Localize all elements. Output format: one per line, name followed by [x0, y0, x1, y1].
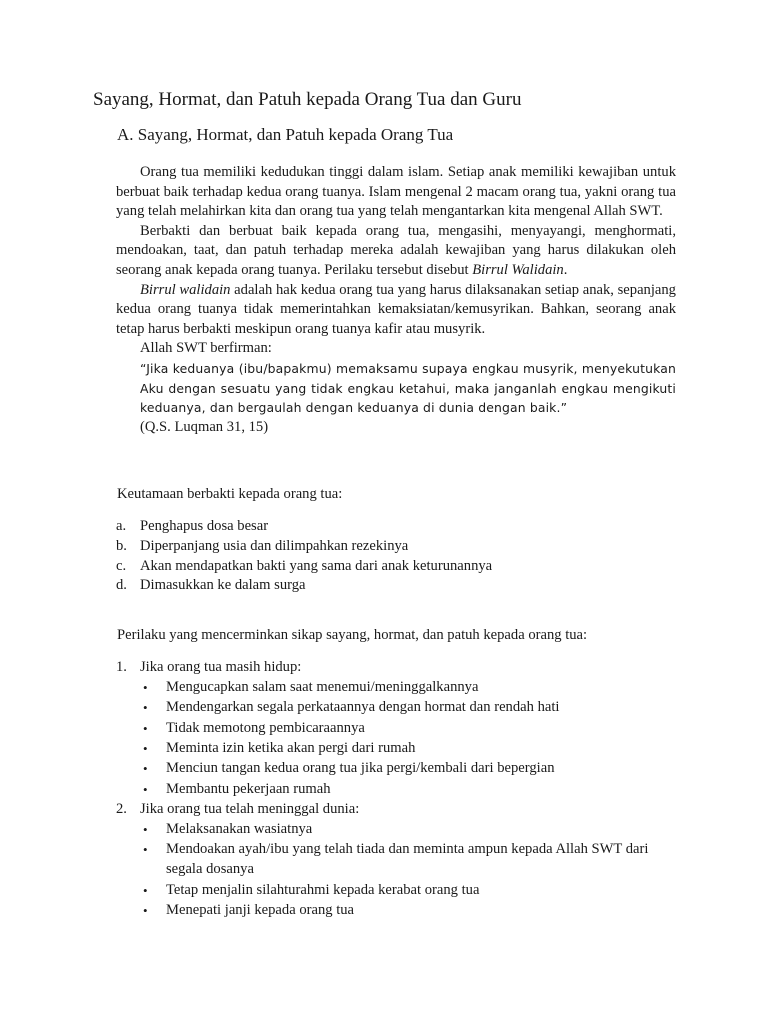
bullet-item — [140, 698, 686, 718]
bullet-item-text: Mendengarkan segala perkataannya dengan hormat dan rendah hati — [166, 699, 560, 716]
bullet-item — [140, 759, 686, 779]
paragraph-berbakti-end: . — [563, 261, 568, 278]
list-item-text: Dimasukkan ke dalam surga — [140, 577, 306, 594]
list-marker: a. — [116, 518, 127, 534]
bullet-item — [140, 780, 686, 800]
term-birrul-walidain: Birrul Walidain — [472, 261, 564, 278]
paragraph-berbakti — [116, 222, 676, 281]
term-birrul-walidain-lower: Birrul walidain — [140, 281, 231, 298]
bullet-item-text: Membantu pekerjaan rumah — [166, 780, 331, 797]
bullet-item — [140, 719, 686, 739]
bullet-item — [140, 901, 686, 921]
bullet-item — [140, 739, 686, 759]
bullet-icon: • — [143, 679, 148, 695]
list-marker: 2. — [116, 801, 127, 818]
document-title: Sayang, Hormat, dan Patuh kepada Orang Tua dan Guru — [93, 89, 522, 110]
bullet-icon: • — [143, 902, 148, 918]
keutamaan-intro: Keutamaan berbakti kepada orang tua: — [117, 486, 343, 502]
bullet-icon: • — [143, 781, 148, 797]
bullet-item-text: Mengucapkan salam saat menemui/meninggalkannya — [166, 678, 479, 695]
allah-berfirman-line: Allah SWT berfirman: — [140, 340, 272, 357]
perilaku-intro: Perilaku yang mencerminkan sikap sayang, hormat, dan patuh kepada orang tua: — [117, 627, 588, 643]
bullet-item — [140, 820, 686, 840]
section-a-body — [116, 163, 676, 437]
bullet-icon: • — [143, 700, 148, 716]
bullet-item — [140, 840, 686, 880]
list-item — [116, 517, 492, 537]
bullet-item-text: Menciun tangan kedua orang tua jika pergi/kembali dari bepergian — [166, 760, 555, 777]
list-marker: d. — [116, 577, 127, 594]
group-label: Jika orang tua masih hidup: — [140, 659, 302, 675]
bullet-icon: • — [143, 882, 148, 898]
bullet-icon: • — [143, 821, 148, 837]
list-item — [116, 537, 492, 557]
list-marker: b. — [116, 537, 127, 554]
perilaku-group-meninggal — [116, 800, 686, 921]
list-item-text: Diperpanjang usia dan dilimpahkan rezekinya — [140, 537, 409, 554]
keutamaan-list — [116, 517, 492, 596]
list-item-text: Akan mendapatkan bakti yang sama dari anak keturunannya — [140, 557, 493, 574]
paragraph-birrul-walidain-text: adalah hak kedua orang tua yang harus dilaksanakan setiap anak, sepanjang kedua orang tuanya tidak memerintahkan kemaksiatan/kemusyrikan. Bahkan, seorang anak tetap harus berbakti meskipun orang tuanya kafir atau musyrik. — [116, 281, 676, 337]
paragraph-birrul-walidain — [116, 281, 676, 340]
bullet-item — [140, 678, 686, 698]
perilaku-group-hidup — [116, 658, 686, 800]
bullet-item-text: Menepati janji kepada orang tua — [166, 901, 355, 918]
section-a-heading: A. Sayang, Hormat, dan Patuh kepada Orang Tua — [117, 125, 454, 144]
perilaku-list — [116, 658, 686, 921]
bullet-list — [140, 820, 686, 921]
bullet-item-text: Mendoakan ayah/ibu yang telah tiada dan meminta ampun kepada Allah SWT dari segala dosanya — [166, 841, 649, 878]
bullet-icon: • — [143, 740, 148, 756]
paragraph-orang-tua: Orang tua memiliki kedudukan tinggi dalam islam. Setiap anak memiliki kewajiban untuk berbuat baik terhadap kedua orang tuanya. Islam mengenal 2 macam orang tua, yakni orang tua yang telah melahirkan kita dan orang tua yang telah mengantarkan kita mengenal Allah SWT. — [116, 164, 676, 220]
paragraph-berbakti-text: Berbakti dan berbuat baik kepada orang tua, mengasihi, menyayangi, menghormati, mendoakan, taat, dan patuh terhadap mereka adalah kewajiban yang harus dilakukan oleh seorang anak kepada orang tuanya. Perilaku tersebut disebut — [116, 222, 676, 278]
list-marker: c. — [116, 557, 127, 574]
bullet-icon: • — [143, 842, 148, 858]
bullet-item-text: Tetap menjalin silahturahmi kepada kerabat orang tua — [166, 881, 480, 898]
bullet-item-text: Meminta izin ketika akan pergi dari rumah — [166, 739, 416, 756]
bullet-item-text: Tidak memotong pembicaraannya — [166, 719, 365, 736]
quran-quote: “Jika keduanya (ibu/bapakmu) memaksamu supaya engkau musyrik, menyekutukan Aku dengan sesuatu yang tidak engkau ketahui, maka janganlah engkau mengikuti keduanya, dan bergaulah dengan keduanya di dunia dengan baik.” — [140, 360, 676, 416]
list-marker: 1. — [116, 659, 127, 675]
bullet-icon: • — [143, 761, 148, 777]
quote-reference: (Q.S. Luqman 31, 15) — [140, 418, 269, 435]
list-item-text: Penghapus dosa besar — [140, 518, 269, 534]
bullet-list — [140, 678, 686, 800]
bullet-icon: • — [143, 720, 148, 736]
bullet-item — [140, 881, 686, 901]
list-item — [116, 576, 492, 596]
group-label: Jika orang tua telah meninggal dunia: — [140, 801, 360, 818]
bullet-item-text: Melaksanakan wasiatnya — [166, 820, 313, 837]
list-item — [116, 557, 492, 577]
